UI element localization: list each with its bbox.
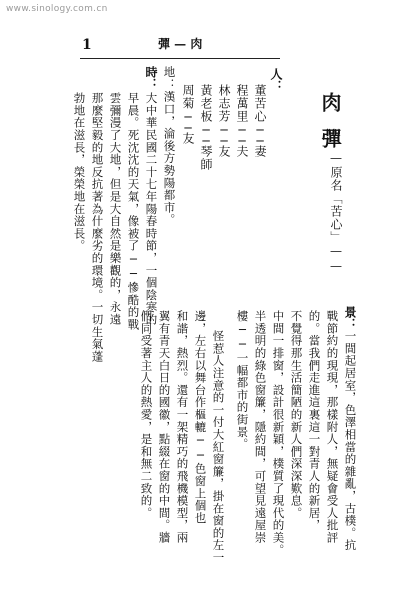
running-title: 彈 — 肉: [158, 37, 203, 51]
time-line: 雲彌漫了大地，但是大自然是樂觀的，永遠: [108, 92, 123, 326]
scene-line: 的。當我們走進這裏這一對青人的新居，: [307, 310, 322, 532]
scene-line: 翼有青天白日的國徽，點綴在窗的中間。牆: [157, 310, 172, 544]
scene-line: 樓──一幅都市的街景。: [235, 310, 250, 451]
cast-role: 妻: [253, 145, 267, 158]
cast-row: 周菊──友: [181, 84, 195, 145]
header-rule: [80, 58, 280, 59]
time-label: 時：: [144, 66, 158, 90]
watermark: www.sinology.com.cn: [6, 4, 108, 14]
scene-line: 一間起居室，色澤相當的雜亂，古樸。抗: [343, 330, 358, 552]
cast-name: 周菊: [181, 84, 195, 110]
cast-row: 黃老板──琴師: [199, 84, 213, 171]
time-line: 早晨。死沈沈的天氣，像被了──慘酷的戰: [126, 92, 141, 331]
cast-role: 琴師: [199, 145, 213, 171]
scene-line: 半透明的綠色窗簾，隱約間，可望見遠屋崇: [253, 310, 268, 544]
scene-line: 中間一排窗，設計很新穎，樸質了現代的美。: [271, 310, 286, 556]
cast-role: 友: [217, 145, 231, 158]
time-line: 大中華民國二十七年陽春時節，一個陰寒的: [144, 92, 159, 326]
scene-label: 景：: [343, 306, 357, 330]
scene-line: 不覺得那生活簡陋的新人們深深歎息。: [289, 310, 304, 520]
scene-line: 們同受著主人的熱愛，是和無二致的。: [139, 310, 154, 520]
page-number: 1: [82, 37, 92, 53]
cast-row: 董苦心──妻: [253, 84, 267, 158]
scene-line: 怪惹人注意的一付大紅窗簾，掛在窗的左一: [211, 330, 226, 564]
play-subtitle: ——原名「苦心」——: [329, 136, 343, 274]
cast-row: 林志芳──友: [217, 84, 231, 158]
cast-role: 友: [181, 132, 195, 145]
place-line: 地：漢口，淪後方勢陽都市。: [162, 66, 177, 226]
time-line: 那麼堅毅的地反抗著為什麼劣的環境。一切生氣蓬: [90, 92, 105, 363]
scene-line: 戰節約的現現，那樣附人，無疑會受人批評: [325, 310, 340, 544]
play-title: 肉彈: [318, 92, 342, 164]
cast-role: 夫: [235, 145, 249, 158]
cast-row: 程萬里──夫: [235, 84, 249, 158]
cast-label: 人：: [269, 68, 283, 92]
cast-name: 程萬里: [235, 84, 249, 123]
cast-name: 董苦心: [253, 84, 267, 123]
cast-name: 黃老板: [199, 84, 213, 123]
scene-line: 和諧，熱烈。還有一架精巧的飛機模型，兩: [175, 310, 190, 544]
scene-line: 邊，左右以舞台作樞轆──色窗上個也: [193, 310, 208, 525]
time-line: 勃地在滋長，榮榮地在滋長。: [72, 92, 87, 252]
cast-name: 林志芳: [217, 84, 231, 123]
